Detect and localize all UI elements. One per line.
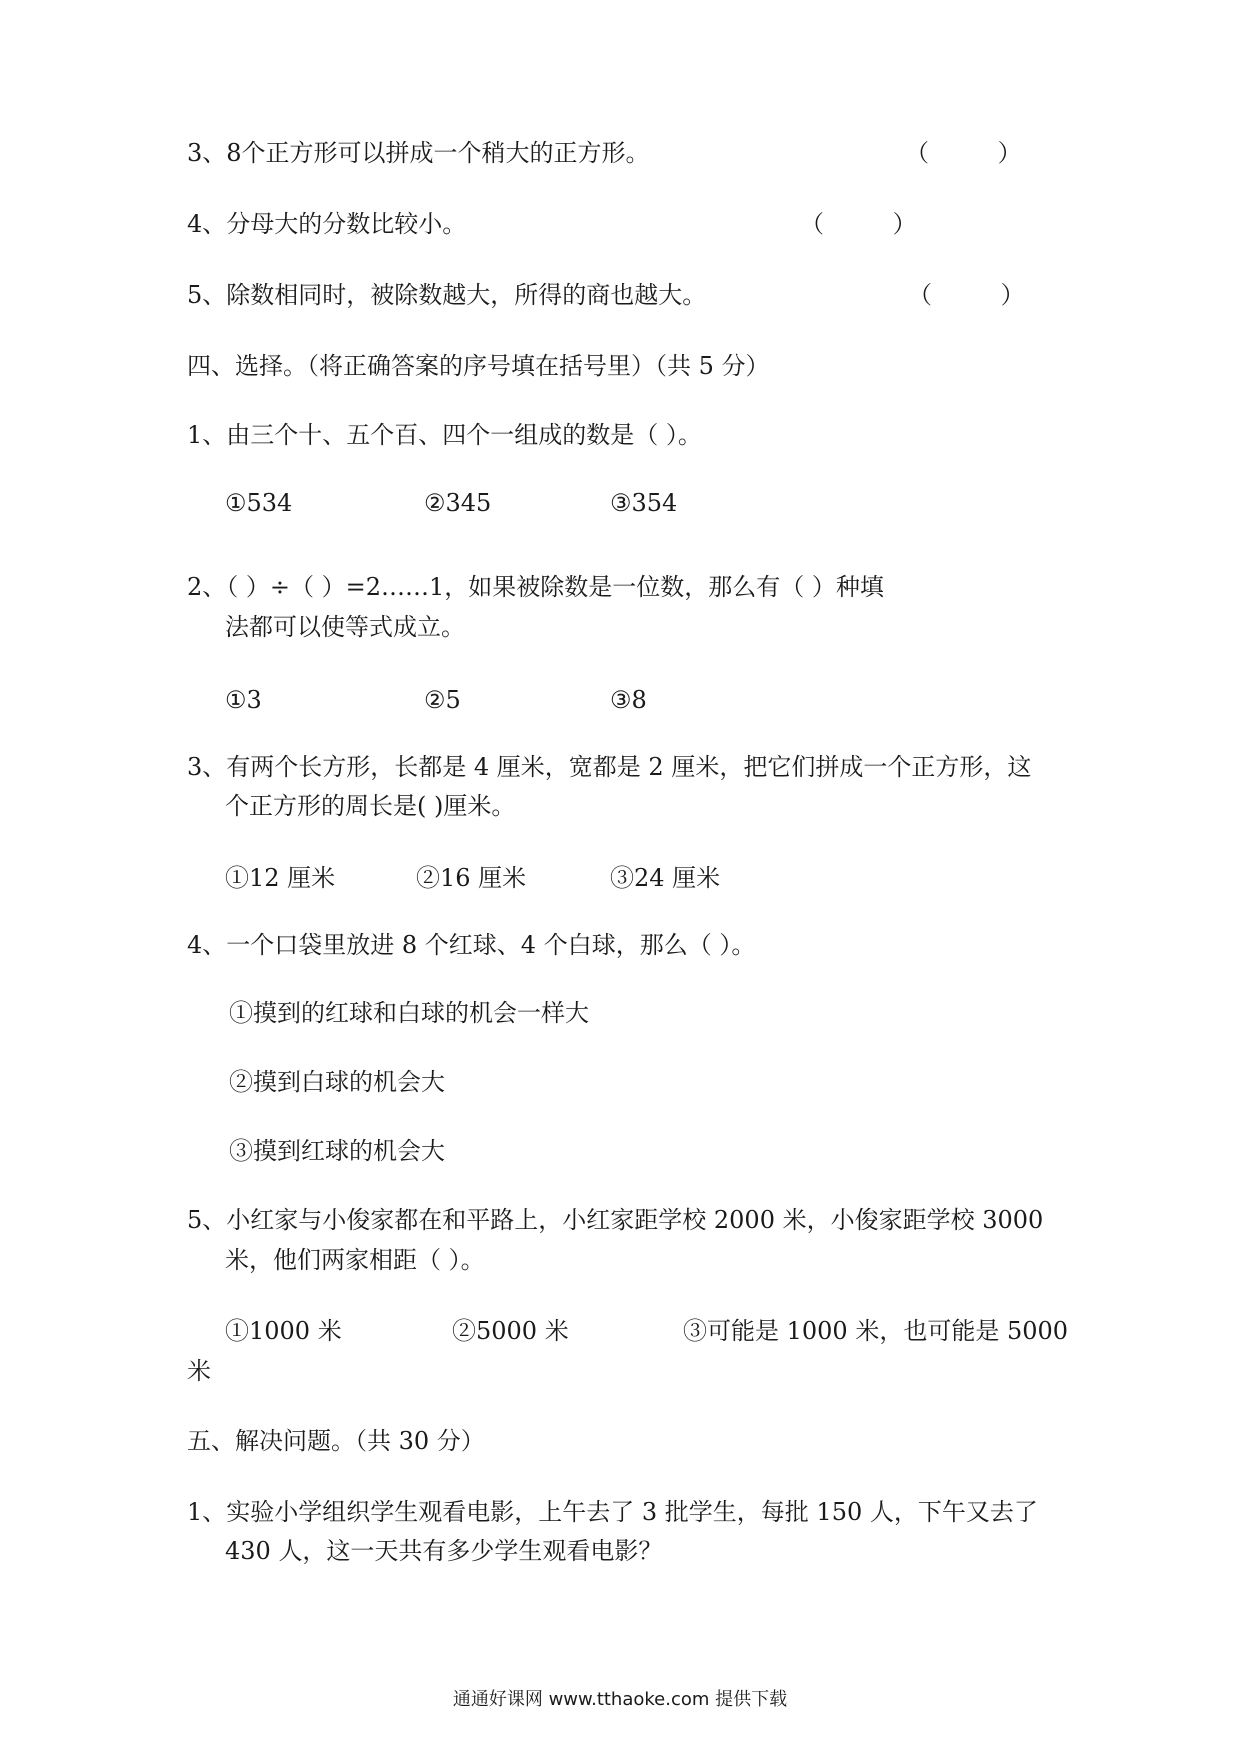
choice-3-option-1[interactable]: ①12 厘米: [225, 864, 336, 892]
choice-question-5-line-1: 5、小红家与小俊家都在和平路上，小红家距学校 2000 米，小俊家距学校 3000: [187, 1206, 1044, 1234]
choice-question-5-line-2: 米，他们两家相距（ ）。: [225, 1246, 485, 1274]
section-5-title: 五、解决问题。（共 30 分）: [187, 1427, 485, 1455]
choice-question-1: 1、由三个十、五个百、四个一组成的数是（ ）。: [187, 421, 702, 449]
choice-question-2-line-2: 法都可以使等式成立。: [225, 613, 465, 641]
choice-5-option-3[interactable]: ③可能是 1000 米，也可能是 5000: [683, 1317, 1069, 1345]
choice-1-option-1[interactable]: ①534: [225, 489, 293, 517]
judge-answer-blank-3[interactable]: （ ）: [905, 139, 1022, 167]
choice-4-option-3[interactable]: ③摸到红球的机会大: [229, 1137, 445, 1165]
choice-3-option-2[interactable]: ②16 厘米: [416, 864, 527, 892]
choice-5-option-2[interactable]: ②5000 米: [452, 1317, 569, 1345]
choice-question-2-line-1: 2、（ ）÷（ ）=2……1，如果被除数是一位数，那么有（ ）种填: [187, 573, 884, 601]
choice-4-option-2[interactable]: ②摸到白球的机会大: [229, 1068, 445, 1096]
choice-5-option-1[interactable]: ①1000 米: [225, 1317, 342, 1345]
problem-1-line-1: 1、实验小学组织学生观看电影，上午去了 3 批学生，每批 150 人，下午又去了: [187, 1498, 1038, 1526]
judge-answer-blank-5[interactable]: （ ）: [908, 281, 1025, 309]
judge-question-5: 5、除数相同时，被除数越大，所得的商也越大。: [187, 281, 707, 309]
judge-question-3: 3、8个正方形可以拼成一个稍大的正方形。: [187, 139, 650, 167]
choice-4-option-1[interactable]: ①摸到的红球和白球的机会一样大: [229, 999, 589, 1027]
section-4-title: 四、选择。（将正确答案的序号填在括号里）（共 5 分）: [187, 352, 770, 380]
choice-1-option-2[interactable]: ②345: [424, 489, 492, 517]
choice-1-option-3[interactable]: ③354: [610, 489, 678, 517]
judge-question-4: 4、分母大的分数比较小。: [187, 210, 467, 238]
choice-2-option-1[interactable]: ①3: [225, 686, 262, 714]
judge-answer-blank-4[interactable]: （ ）: [800, 210, 917, 238]
choice-question-3-line-2: 个正方形的周长是( )厘米。: [225, 792, 516, 820]
problem-1-line-2: 430 人，这一天共有多少学生观看电影？: [225, 1537, 663, 1565]
page-footer: 通通好课网 www.tthaoke.com 提供下载: [452, 1689, 788, 1710]
choice-2-option-3[interactable]: ③8: [610, 686, 647, 714]
choice-5-option-3-wrap: 米: [187, 1357, 211, 1385]
choice-question-4: 4、一个口袋里放进 8 个红球、4 个白球，那么（ ）。: [187, 931, 756, 959]
choice-question-3-line-1: 3、有两个长方形，长都是 4 厘米，宽都是 2 厘米，把它们拼成一个正方形，这: [187, 753, 1032, 781]
choice-3-option-3[interactable]: ③24 厘米: [610, 864, 721, 892]
choice-2-option-2[interactable]: ②5: [424, 686, 461, 714]
